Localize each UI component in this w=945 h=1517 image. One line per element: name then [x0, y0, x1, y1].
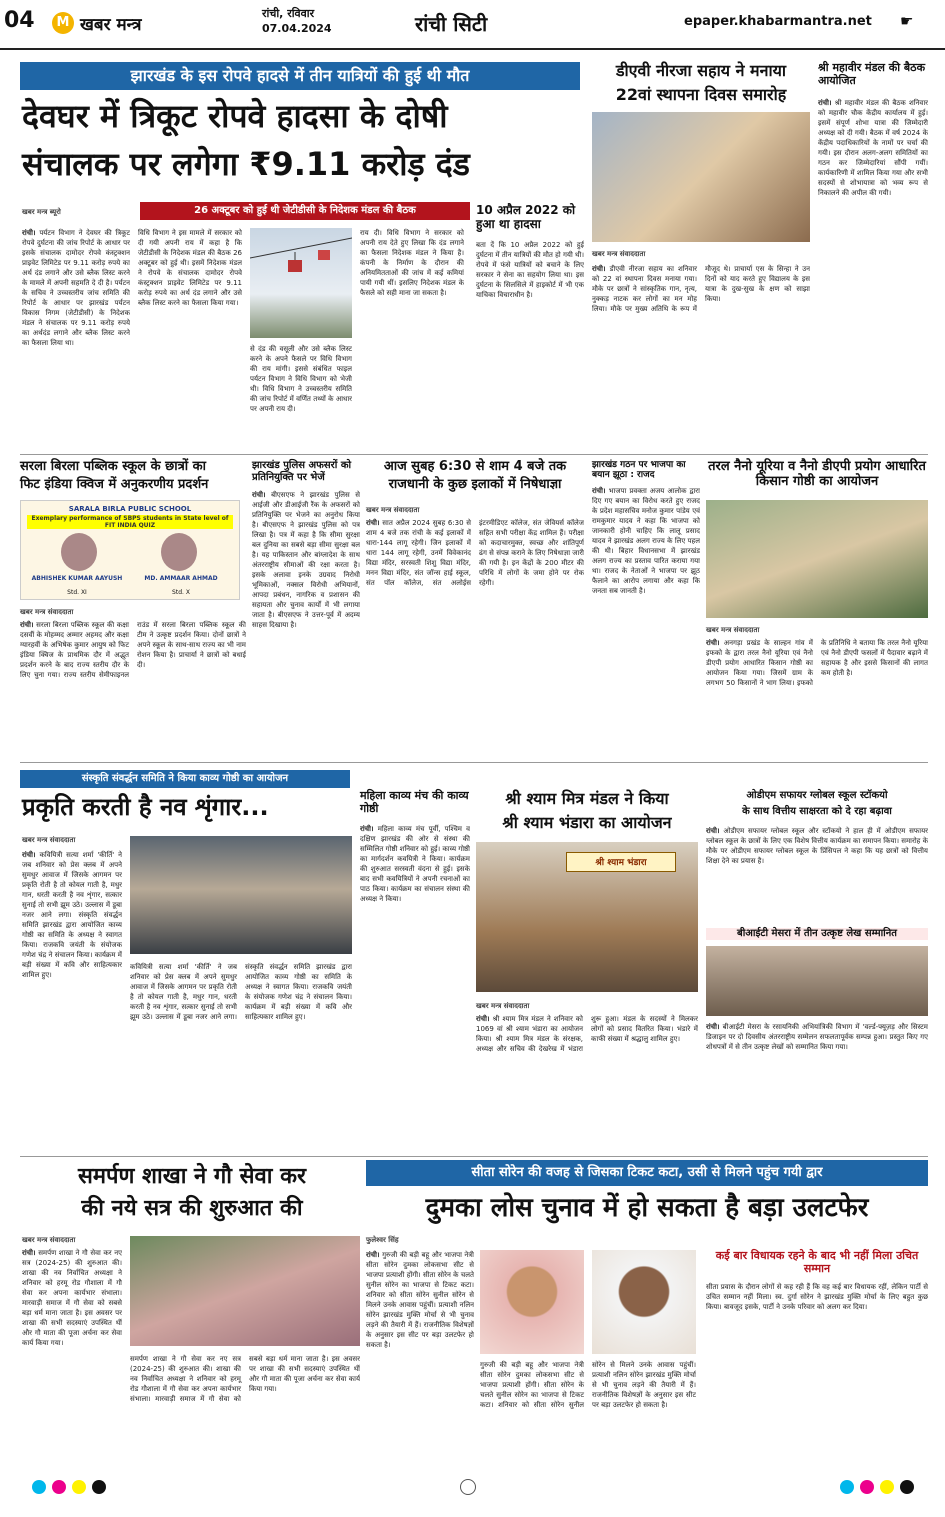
- kavya-body-continued: कवियित्री सत्या शर्मा 'कीर्ति' ने जब शनिवार को प्रेस क्लब में अपने सुमधुर आवाज में जिसके आगमन पर प्रकृति रोती है तो कोयल गाती है, मधुर गान, धरती करती है नव शृंगार, सत्कार सुनाई तो सभी झूम उठे। उल्लास में डूबा नजर आने लगा। संस्कृति संवर्द्धन समिति झारखंड द्वारा आयोजित काव्य गोष्ठी का समिति के अध्यक्ष ने स्वागत किया। राजकवि जयंती के संयोजक गणेश चंद्र ने संचालन किया। कार्यक्रम में बड़ी संख्या में कवि और साहित्यकार शामिल हुए।: [130, 963, 352, 1021]
- mahavir-headline: श्री महावीर मंडल की बैठक आयोजित: [818, 61, 926, 87]
- nano-photo: [706, 500, 928, 618]
- dumka-side-head: कई बार विधायक रहने के बाद भी नहीं मिला उचित सम्मान: [715, 1249, 919, 1275]
- dumka-side-body: सीता प्रवास के दौरान लोगों से कह रही हैं कि वह कई बार विधायक रहीं, लेकिन पार्टी से उचित सम्मान नहीं मिला। स्व. दुर्गा सोरेन ने झारखंड मुक्ति मोर्चा के लिए बहुत कुछ किया। बावजूद इसके, पार्टी ने उनके परिवार को अलग कर दिया।: [706, 1283, 928, 1311]
- divider: [20, 1156, 928, 1157]
- m-logo-icon: M: [52, 12, 74, 34]
- ropeway-column-2: विधि विभाग ने इस मामले में सरकार को दी गयी अपनी राय में कहा है कि जेटीडीसी के निदेशक मंडल की बैठक 26 अक्टूबर को हुई थी। इसमें निदेशक मंडल ने रोपवे के संचालक दामोदर रोपवे कंस्ट्रक्शन प्राइवेट लिमिटेड पर 9.11 करोड़ रुपये का अर्थ दंड लगाने और उसे ब्लैक लिस्ट करने का फैसला किया गया।: [138, 229, 242, 307]
- sarala-headline-2: फिट इंडिया क्विज में अनुकरणीय प्रदर्शन: [20, 477, 209, 492]
- yellow-registration-dot: [72, 1480, 86, 1494]
- student-name-2: MD. AMMAAR AHMAD: [144, 575, 218, 582]
- yellow-registration-dot: [880, 1480, 894, 1494]
- restriction-headline-2: राजधानी के कुछ इलाकों में निषेधाज्ञा: [388, 477, 562, 492]
- dumka-kicker: सीता सोरेन की वजह से जिसका टिकट कटा, उसी से मिलने पहुंच गयी द्वार: [366, 1160, 928, 1186]
- sarala-headline-1: सरला बिरला पब्लिक स्कूल के छात्रों का: [20, 459, 207, 474]
- divider: [20, 762, 928, 763]
- dav-headline-1: डीएवी नीरजा सहाय ने मनाया: [615, 61, 787, 80]
- byline: खबर मन्त्र संवाददाता: [22, 836, 76, 844]
- dateline: [262, 6, 332, 36]
- page-number: 04: [4, 8, 35, 33]
- byline: खबर मन्त्र संवाददाता: [706, 626, 760, 634]
- restriction-headline-1: आज सुबह 6:30 से शाम 4 बजे तक: [383, 459, 567, 474]
- odm-body: रांची। ओडीएम सफायर ग्लोबल स्कूल और स्टॉकयो ने हाल ही में ओडीएम सफायर ग्लोबल स्कूल के छात्रों के लिए एक विशेष वित्तीय कार्यक्रम का समापन किया। समारोह के मौके पर ओडीएम सफायर ग्लोबल स्कूल के प्रिंसिपल ने कहा कि यह छात्रों को वित्तीय शिक्षा देने का प्रयास है।: [706, 827, 928, 865]
- student-photo-2: [161, 533, 197, 571]
- poster-banner: Exemplary performance of SBPS students in State level of FIT INDIA QUIZ: [27, 515, 233, 529]
- sita-soren-photo: [480, 1250, 584, 1354]
- ropeway-headline-1: देवघर में त्रिकूट रोपवे हादसा के दोषी: [22, 97, 448, 135]
- ropeway-cable-illustration: [250, 228, 352, 338]
- byline: फुलेश्वर सिंह: [366, 1236, 399, 1244]
- kavya-body: रांची। कवियित्री सत्या शर्मा 'कीर्ति' ने जब शनिवार को प्रेस क्लब में अपने सुमधुर आवाज में जिसके आगमन पर प्रकृति रोती है तो कोयल गाती है, मधुर गान, धरती करती है नव शृंगार, सत्कार सुनाई तो सभी झूम उठे। उल्लास में डूबा नजर आने लगा। संस्कृति संवर्द्धन समिति झारखंड द्वारा आयोजित काव्य गोष्ठी का समिति के अध्यक्ष ने स्वागत किया। राजकवि जयंती के संयोजक गणेश चंद्र ने संचालन किया। कार्यक्रम में बड़ी संख्या में कवि और साहित्यकार शामिल हुए।: [22, 851, 122, 979]
- samarpan-headline-2: की नये सत्र की शुरुआत की: [81, 1196, 303, 1221]
- odm-headline-1: ओडीएम सफायर ग्लोबल स्कूल स्टॉकयो: [746, 790, 888, 801]
- nano-headline: तरल नैनो यूरिया व नैनो डीएपी प्रयोग आधारित किसान गोष्ठी का आयोजन: [708, 459, 926, 489]
- police-body: रांची। बीएसएफ ने झारखंड पुलिस से आईजी और डीआईजी रैंक के अफसरों को प्रतिनियुक्ति पर भेजने का अनुरोध किया है। बीएसएफ ने झारखंड पुलिस को पत्र लिखा है। पत्र में कहा है कि सीमा सुरक्षा बल दुनिया का सबसे बड़ा सीमा सुरक्षा बल है। यह पाकिस्तान और बांग्लादेश के साथ अंतरराष्ट्रीय सीमाओं की रक्षा करता है। इसके अलावा इनके उग्रवाद निरोधी भूमिकाओं, नक्सल विरोधी अभियानों, आपदा प्रबंधन, नागरिक व प्रशासन की सहायता और चुनाव कार्यों में भी लगाया जाता है। बीएसएफ ने उत्तर-पूर्व में अदम्य साहस दिखाया है।: [252, 491, 360, 629]
- dumka-body-continued: गुरुजी की बड़ी बहू और भाजपा नेत्री सीता सोरेन दुमका लोकसभा सीट से भाजपा प्रत्याशी होंगी। सीता सोरेन के चलते सुनील सोरेन का भाजपा से टिकट कटा। शनिवार को सीता सोरेन सुनील सोरेन से मिलने उनके आवास पहुंचीं। प्रत्याशी नलिन सोरेन झारखंड मुक्ति मोर्चा से भी चुनाव लड़ने की तैयारी में हैं। राजनीतिक विशेषज्ञों के अनुसार इस सीट पर बड़ा उलटफेर हो सकता है।: [480, 1361, 696, 1409]
- rajd-headline: झारखंड गठन पर भाजपा का बयान झूठा : राजद: [592, 460, 686, 481]
- shyam-headline-2: श्री श्याम भंडारा का आयोजन: [502, 813, 672, 832]
- masthead: [0, 0, 945, 50]
- sarala-body: रांची। सरला बिरला पब्लिक स्कूल की कक्षा दसवीं के मोहम्मद अम्मार अहमद और कक्षा ग्यारहवीं के अभिषेक कुमार आयुष को फिट इंडिया क्विज के प्राथमिक दौर में अद्भुत प्रदर्शन करने के बाद राज्य स्तरीय दौर के लिए चुना गया। राज्य स्तरीय सेमीफाइनल राउंड में सरला बिरला पब्लिक स्कूल की टीम ने उत्कृष्ट प्रदर्शन किया। दोनों छात्रों ने अपने स्कूल के साथ-साथ राज्य का भी नाम रोशन किया है। प्राचार्या ने छात्रों को बधाई दी।: [20, 621, 246, 679]
- cyan-registration-dot: [840, 1480, 854, 1494]
- kavya-kicker: संस्कृति संवर्द्धन समिति ने किया काव्य गोष्ठी का आयोजन: [20, 770, 350, 788]
- dav-headline-2: 22वां स्थापना दिवस समारोह: [615, 85, 787, 104]
- ropeway-column-4: राय दी। विधि विभाग ने सरकार को अपनी राय देते हुए लिखा कि दंड लगाने का फैसला निदेशक मंडल ने किया है। कंपनी के निर्माण के दौरान की अनियमितताओं की जांच में कई कमियां पायी गयी थीं। इसलिए निदेशक मंडल के फैसले को सही माना जा सकता है।: [360, 229, 464, 297]
- school-name: SARALA BIRLA PUBLIC SCHOOL: [68, 505, 192, 513]
- hand-pointer-icon: ☛: [900, 12, 914, 30]
- samarpan-body-continued: समर्पण शाखा ने गौ सेवा कर नए सत्र (2024-25) की शुरुआत की। शाखा की नव निर्वाचित अध्यक्षा ने शनिवार को हरमू रोड गौशाला में गौ सेवा कर अपना कार्यभार संभाला। मारवाड़ी समाज में गौ सेवा को सबसे बड़ा धर्म माना जाता है। इस अवसर पर शाखा की सभी सदस्याएं उपस्थित थीं और गौ माता की पूजा अर्चना कर सेवा कार्य किया गया।: [130, 1355, 360, 1403]
- ropeway-column-5: बता दें कि 10 अप्रैल 2022 को हुई दुर्घटना में तीन यात्रियों की मौत हो गयी थी। रोपवे में फंसे यात्रियों को बचाने के लिए सरकार ने सेना का सहयोग लिया था। इस दुर्घटना के सिलसिले में हाइकोर्ट में भी एक याचिका विचाराधीन है।: [476, 241, 584, 299]
- ropeway-side-head: 10 अप्रैल 2022 को हुआ था हादसा: [476, 203, 576, 231]
- date: 07.04.2024: [262, 22, 332, 35]
- student-class-1: Std. XI: [67, 589, 87, 596]
- registration-mark-icon: [460, 1479, 476, 1495]
- rajd-body: रांची। भाजपा प्रवक्ता अजय आलोक द्वारा दिए गए बयान का विरोध करते हुए राजद के प्रदेश महासचिव मनोज कुमार पांडेय एवं रामकुमार यादव ने कहा कि भाजपा को जानकारी होनी चाहिए कि लालू प्रसाद यादव ने झारखंड अलग राज्य के लिए पहल की थी। बिहार विधानसभा में झारखंड अलग राज्य का प्रस्ताव पारित कराया गया था। राजद के नेताओं ने भाजपा पर झूठ फैलाने का आरोप लगाया और कहा कि जनता सब जानती है।: [592, 487, 700, 595]
- byline: खबर मन्त्र संवाददाता: [366, 506, 420, 514]
- kavya-photo: [130, 836, 352, 954]
- police-headline: झारखंड पुलिस अफसरों को प्रतिनियुक्ति पर भेजें: [252, 460, 352, 483]
- dav-photo: [592, 112, 810, 242]
- samarpan-photo: [130, 1236, 360, 1346]
- ropeway-column-3: से दंड की वसूली और उसे ब्लैक लिस्ट करने के अपने फैसले पर विधि विभाग की राय मांगी। इससे संबंधित फाइल पर्यटन विभाग ने विधि विभाग को भेजी थी। विधि विभाग ने उच्चस्तरीय समिति की जांच रिपोर्ट में वर्णित तथ्यों के आधार पर अपनी राय दी।: [250, 345, 352, 413]
- ropeway-headline-2: संचालक पर लगेगा ₹9.11 करोड़ दंड: [22, 145, 470, 183]
- student-class-2: Std. X: [172, 589, 190, 596]
- mahavir-body: रांची। श्री महावीर मंडल की बैठक शनिवार को महावीर चौक केंद्रीय कार्यालय में हुई। इसमें संपूर्ण शोभा यात्रा की जिम्मेदारी अध्यक्ष को दी गयी। बैठक में वर्ष 2024 के केंद्रीय पदाधिकारियों के नामों पर चर्चा की गयी। इस दौरान अलग-अलग समितियों का गठन कर जिम्मेदारियां सौंपी गयीं। कार्यकारिणी में शामिल किया गया और सभी सदस्यों से शोभायात्रा को भव्य रूप से निकालने की अपील की गयी।: [818, 99, 928, 197]
- section-title: रांची सिटी: [415, 12, 488, 36]
- mahila-body: रांची। महिला काव्य मंच पूर्वी, पश्चिम व दक्षिण झारखंड की ओर से संस्था की सम्मिलित गोष्ठी शनिवार को हुई। काव्य गोष्ठी का मार्गदर्शन कवयित्री ने किया। कार्यक्रम की शुरुआत सरस्वती वंदना से हुई। इसके बाद सभी कवयित्रियों ने अपनी रचनाओं का पाठ किया। कार्यक्रम का संचालन संस्था की अध्यक्ष ने किया।: [360, 825, 470, 903]
- odm-headline-2: के साथ वित्तीय साक्षरता को दे रहा बढ़ावा: [742, 806, 892, 817]
- city-day: रांची, रविवार: [262, 7, 315, 20]
- byline: खबर मन्त्र ब्यूरो: [22, 208, 61, 216]
- bit-headline: बीआईटी मेसरा में तीन उत्कृष्ट लेख सम्मानित: [706, 928, 928, 940]
- ropeway-subhead: 26 अक्टूबर को हुई थी जेटीडीसी के निदेशक मंडल की बैठक: [140, 202, 470, 220]
- black-registration-dot: [900, 1480, 914, 1494]
- bit-photo: [706, 946, 928, 1016]
- kavya-headline: प्रकृति करती है नव शृंगार...: [22, 793, 269, 821]
- byline: खबर मन्त्र संवाददाता: [22, 1236, 76, 1244]
- magenta-registration-dot: [860, 1480, 874, 1494]
- bhandara-sign: श्री श्याम भंडारा: [566, 852, 676, 872]
- byline: खबर मन्त्र संवाददाता: [476, 1002, 530, 1010]
- black-registration-dot: [92, 1480, 106, 1494]
- restriction-body: रांची। सात अप्रैल 2024 सुबह 6:30 से शाम 4 बजे तक रांची के कई इलाकों में धारा-144 लागू रहेगी। जिन इलाकों में धारा 144 लागू रहेगी, उनमें विवेकानंद विद्या मंदिर, सरस्वती शिशु विद्या मंदिर, मनन विद्या मंदिर, संत जॉन्स हाई स्कूल, संत पॉल कॉलेज, संत अलोईस इंटरमीडिएट कॉलेज, संत जेवियर्स कॉलेज सहित सभी परीक्षा केंद्र शामिल हैं। परीक्षा को कदाचारमुक्त, स्वच्छ और शांतिपूर्ण ढंग से संपन्न कराने के लिए निषेधाज्ञा जारी की गयी है। इन केंद्रों के 200 मीटर की परिधि में लोगों के जमा होने पर रोक रहेगी।: [366, 519, 584, 587]
- byline: खबर मन्त्र संवाददाता: [592, 250, 646, 258]
- samarpan-headline-1: समर्पण शाखा ने गौ सेवा कर: [77, 1164, 307, 1189]
- magenta-registration-dot: [52, 1480, 66, 1494]
- epaper-link[interactable]: epaper.khabarmantra.net: [684, 14, 872, 29]
- ropeway-kicker: झारखंड के इस रोपवे हादसे में तीन यात्रियों की हुई थी मौत: [20, 62, 580, 90]
- ropeway-column-1: रांची। पर्यटन विभाग ने देवघर की त्रिकूट रोपवे दुर्घटना की जांच रिपोर्ट के आधार पर इसके संचालक दामोदर रोपवे कंस्ट्रक्शन प्राइवेट लिमिटेड पर 9.11 करोड़ रुपये का अर्थ दंड लगाने और उसे ब्लैक लिस्ट करने के मामले में अपनी सहमति दे दी है। पर्यटन के सचिव ने उच्चस्तरीय जांच समिति की रिपोर्ट के आधार पर झारखंड पर्यटन विकास निगम (जेटीडीसी) के निदेशक मंडल ने संचालक पर 9.11 करोड़ रुपये का अर्थदंड लगाने और ब्लैक लिस्ट करने का फैसला लिया था।: [22, 229, 130, 347]
- bit-body: रांची। बीआईटी मेसरा के रसायनिकी अभियांत्रिकी विभाग में 'वर्ल्ड-फ्यूज़ड़ और सिस्टम डिजाइन पर दो दिवसीय अंतरराष्ट्रीय सम्मेलन सफलतापूर्वक सम्पन्न हुआ। प्रस्तुत किए गए शोधपत्रों में से तीन उत्कृष्ट लेखों को सम्मानित किया गया।: [706, 1023, 928, 1051]
- dav-body: रांची। डीएवी नीरजा सहाय का शनिवार को 22 वां स्थापना दिवस मनाया गया। मौके पर छात्रों ने सांस्कृतिक गान, नृत्य, नुक्कड़ नाटक कर लोगों का मन मोह लिया। मौके पर मुख्य अतिथि के रूप में मौजूद थे। प्राचार्या एस के सिन्हा ने उन दिनों को याद करते हुए विद्यालय के इस यात्रा के दुख-सुख के क्षण को साझा किया।: [592, 265, 810, 313]
- sunil-soren-photo: [592, 1250, 696, 1354]
- mahila-headline: महिला काव्य मंच की काव्य गोष्ठी: [360, 789, 469, 815]
- brand-name: खबर मन्त्र: [80, 15, 142, 35]
- cyan-registration-dot: [32, 1480, 46, 1494]
- samarpan-body: रांची। समर्पण शाखा ने गौ सेवा कर नए सत्र (2024-25) की शुरुआत की। शाखा की नव निर्वाचित अध्यक्षा ने शनिवार को हरमू रोड गौशाला में गौ सेवा कर अपना कार्यभार संभाला। मारवाड़ी समाज में गौ सेवा को सबसे बड़ा धर्म माना जाता है। इस अवसर पर शाखा की सभी सदस्याएं उपस्थित थीं और गौ माता की पूजा अर्चना कर सेवा कार्य किया गया।: [22, 1249, 122, 1347]
- shyam-headline-1: श्री श्याम मित्र मंडल ने किया: [505, 789, 669, 808]
- sarala-poster: [20, 500, 240, 600]
- dumka-body: रांची। गुरुजी की बड़ी बहू और भाजपा नेत्री सीता सोरेन दुमका लोकसभा सीट से भाजपा प्रत्याशी होंगी। सीता सोरेन के चलते सुनील सोरेन का भाजपा से टिकट कटा। शनिवार को सीता सोरेन सुनील सोरेन से मिलने उनके आवास पहुंचीं। प्रत्याशी नलिन सोरेन झारखंड मुक्ति मोर्चा से भी चुनाव लड़ने की तैयारी में हैं। राजनीतिक विशेषज्ञों के अनुसार इस सीट पर बड़ा उलटफेर हो सकता है।: [366, 1251, 474, 1349]
- student-photo-1: [61, 533, 97, 571]
- shyam-body: रांची। श्री श्याम मित्र मंडल ने शनिवार को 1069 वां श्री श्याम भंडारा का आयोजन किया। श्री श्याम मित्र मंडल के संरक्षक, अध्यक्ष और सचिव की देखरेख में भंडारा शुरू हुआ। मंडल के सदस्यों ने मिलकर लोगों को प्रसाद वितरित किया। भंडारे में काफी संख्या में श्रद्धालु शामिल हुए।: [476, 1015, 698, 1053]
- shyam-photo: [476, 842, 698, 992]
- nano-body: रांची। अनगड़ा प्रखंड के साल्हन गांव में इफको के द्वारा तरल नैनो यूरिया एवं नैनो डीएपी प्रयोग आधारित किसान गोष्ठी का आयोजन किया गया। जिसमें ग्राम के लगभग 50 किसानों ने भाग लिया। इफको के प्रतिनिधि ने बताया कि तरल नैनो यूरिया एवं नैनो डीएपी फसलों में पैदावार बढ़ाने में सहायक है और इससे किसानों की लागत कम होती है।: [706, 639, 928, 687]
- byline: खबर मन्त्र संवाददाता: [20, 608, 74, 616]
- ropeway-photo: [250, 228, 352, 338]
- divider: [20, 454, 928, 455]
- student-name-1: ABHISHEK KUMAR AAYUSH: [31, 575, 123, 582]
- dumka-headline: दुमका लोस चुनाव में हो सकता है बड़ा उलटफेर: [425, 1193, 869, 1223]
